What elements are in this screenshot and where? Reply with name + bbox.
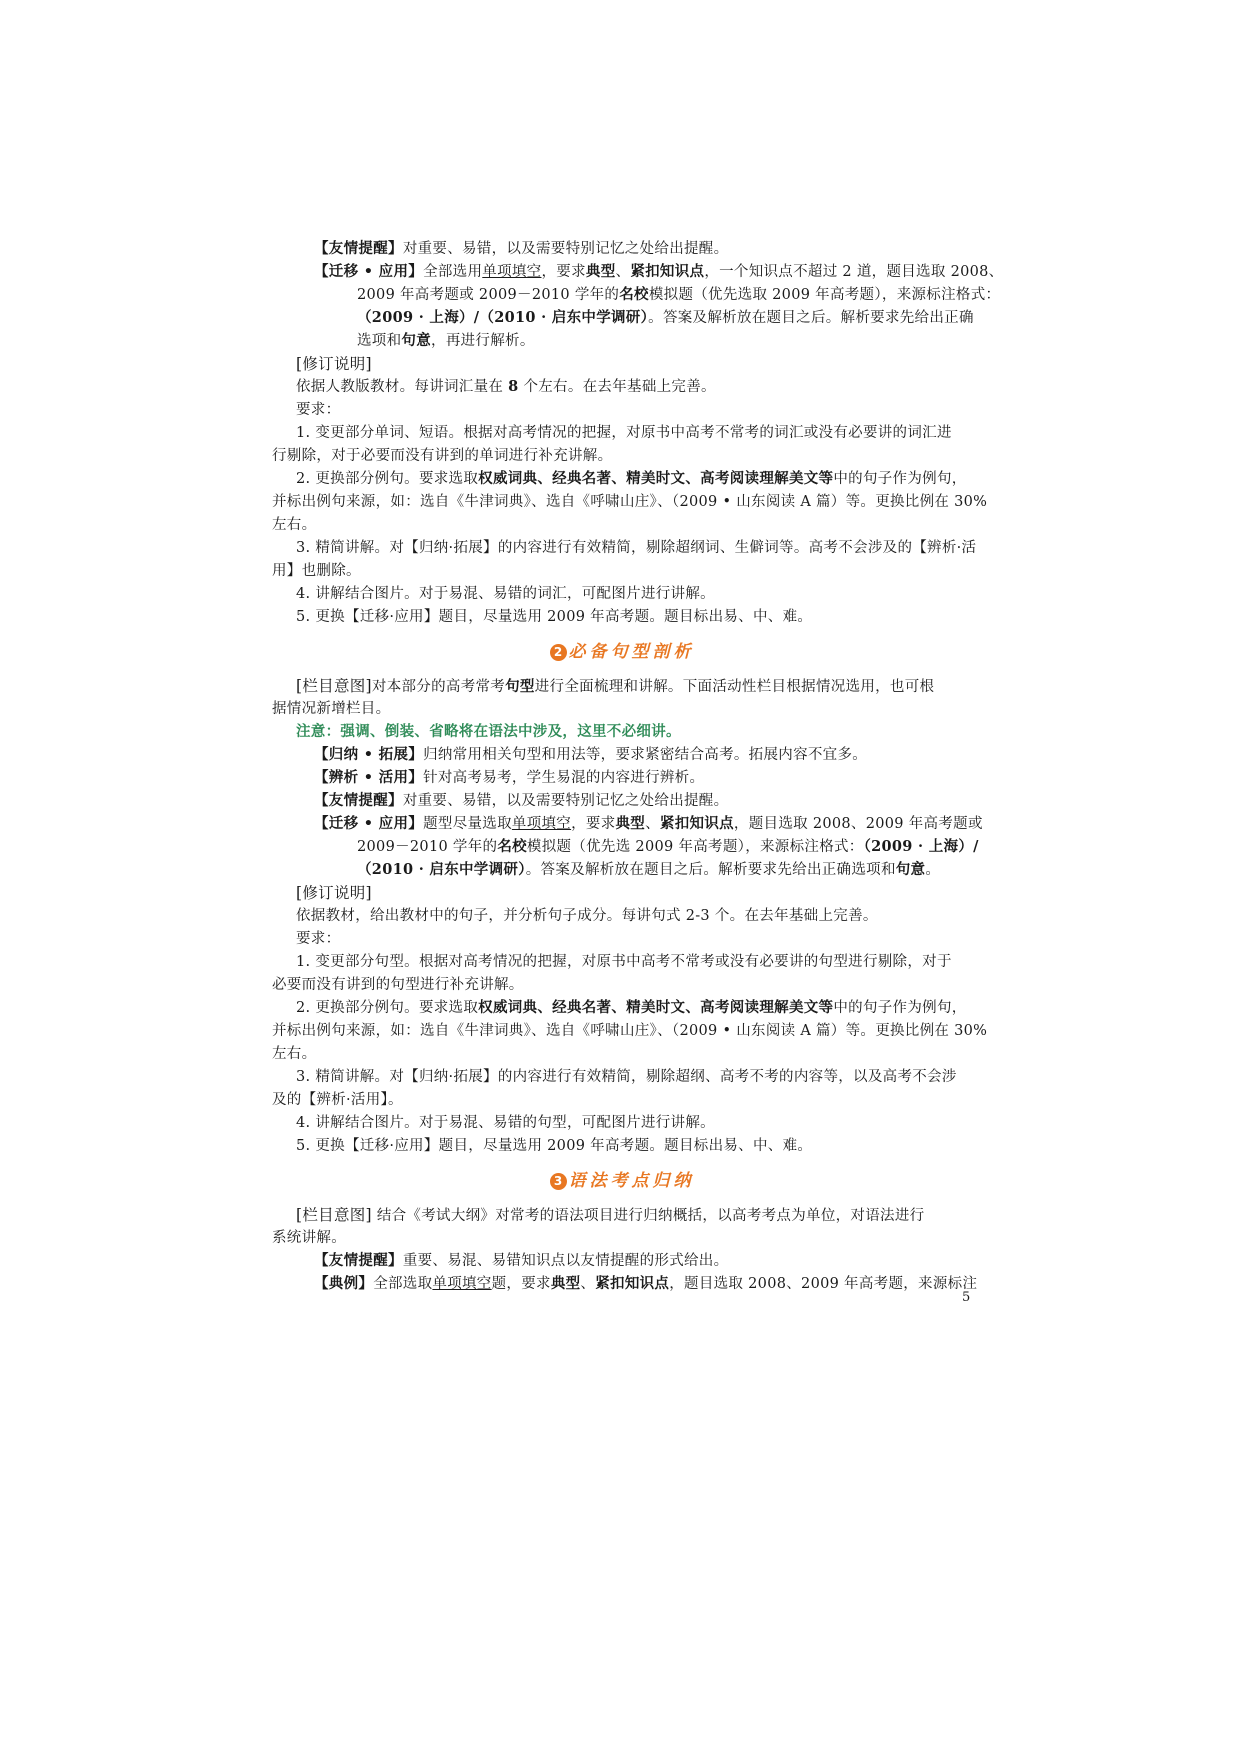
apply-line-2-2: 2009－2010 学年的名校模拟题（优先选 2009 年高考题），来源标注格式：（2009 · 上海）/: [357, 838, 979, 855]
apply-line-2-1: 【迁移 • 应用】题型尽量选取单项填空，要求典型、紧扣知识点，题目选取 2008、2009 年高考题或: [314, 815, 983, 832]
requirements-label-2: 要求：: [296, 931, 341, 947]
req-3a: 3. 精简讲解。对【归纳·拓展】的内容进行有效精简，剔除超纲词、生僻词等。高考不会涉及的【辨析·活: [296, 540, 977, 556]
induction-line: 【归纳 • 拓展】归纳常用相关句型和用法等，要求紧密结合高考。拓展内容不宜多。: [314, 747, 868, 763]
req-3b: 用】也删除。: [272, 563, 361, 579]
req-2c: 左右。: [272, 517, 317, 533]
example-line: 【典例】全部选取单项填空题，要求典型、紧扣知识点，题目选取 2008、2009 年高考题，来源标注: [314, 1275, 978, 1292]
tip-line: 【友情提醒】对重要、易错，以及需要特别记忆之处给出提醒。: [314, 241, 729, 257]
apply-line-4: 选项和句意，再进行解析。: [357, 332, 535, 349]
req2-1a: 1. 变更部分句型。根据对高考情况的把握，对原书中高考不常考或没有必要讲的句型进行剔除，对于: [296, 954, 952, 970]
requirements-label: 要求：: [296, 402, 341, 418]
revision-intro-2: 依据教材，给出教材中的句子，并分析句子成分。每讲句式 2-3 个。在去年基础上完善。: [296, 908, 878, 924]
intent-line-2: 据情况新增栏目。: [272, 701, 391, 717]
tip-line-2: 【友情提醒】对重要、易错，以及需要特别记忆之处给出提醒。: [314, 793, 729, 809]
req2-5: 5. 更换【迁移·应用】题目，尽量选用 2009 年高考题。题目标出易、中、难。: [296, 1138, 813, 1154]
analysis-line: 【辨析 • 活用】针对高考易考，学生易混的内容进行辨析。: [314, 770, 705, 786]
note-line: 注意：强调、倒装、省略将在语法中涉及，这里不必细讲。: [296, 723, 681, 740]
apply-line-1: 【迁移 • 应用】全部选用单项填空，要求典型、紧扣知识点，一个知识点不超过 2 道，题目选取 2008、: [314, 263, 1004, 280]
req-4: 4. 讲解结合图片。对于易混、易错的词汇，可配图片进行讲解。: [296, 586, 715, 602]
intent-line-1: [栏目意图]对本部分的高考常考句型进行全面梳理和讲解。下面活动性栏目根据情况选用，也可根: [296, 677, 935, 695]
req2-2b: 并标出例句来源，如：选自《牛津词典》、选自《呼啸山庄》、（2009 • 山东阅读 A 篇）等。更换比例在 30%: [272, 1023, 988, 1039]
apply-line-2: 2009 年高考题或 2009－2010 学年的名校模拟题（优先选取 2009 年高考题），来源标注格式：: [357, 286, 1001, 303]
req-1a: 1. 变更部分单词、短语。根据对高考情况的把握，对原书中高考不常考的词汇或没有必要讲的词汇进: [296, 425, 952, 441]
req2-2a: 2. 更换部分例句。要求选取权威词典、经典名著、精美时文、高考阅读理解美文等中的句子作为例句，: [296, 999, 967, 1016]
section-title-3: 3 语法考点归纳: [272, 1166, 972, 1191]
req2-3b: 及的【辨析·活用】。: [272, 1092, 403, 1108]
req2-1b: 必要而没有讲到的句型进行补充讲解。: [272, 977, 524, 993]
revision-intro: 依据人教版教材。每讲词汇量在 8 个左右。在去年基础上完善。: [296, 378, 716, 395]
apply-line-2-3: （2010 · 启东中学调研）。答案及解析放在题目之后。解析要求先给出正确选项和句意。: [357, 861, 941, 878]
req-1b: 行剔除，对于必要而没有讲到的单词进行补充讲解。: [272, 448, 613, 464]
section-title-2: 2 必备句型剖析: [272, 637, 972, 662]
req2-4: 4. 讲解结合图片。对于易混、易错的句型，可配图片进行讲解。: [296, 1115, 715, 1131]
req-5: 5. 更换【迁移·应用】题目，尽量选用 2009 年高考题。题目标出易、中、难。: [296, 609, 813, 625]
req-2a: 2. 更换部分例句。要求选取权威词典、经典名著、精美时文、高考阅读理解美文等中的句子作为例句，: [296, 470, 967, 487]
revision-heading: [修订说明]: [296, 355, 372, 373]
revision-heading-2: [修订说明]: [296, 884, 372, 902]
tip-line-3: 【友情提醒】重要、易混、易错知识点以友情提醒的形式给出。: [314, 1253, 729, 1269]
apply-line-3: （2009 · 上海）/（2010 · 启东中学调研）。答案及解析放在题目之后。解析要求先给出正确: [357, 309, 974, 326]
req2-2c: 左右。: [272, 1046, 317, 1062]
intent3-line-1: [栏目意图] 结合《考试大纲》对常考的语法项目进行归纳概括，以高考考点为单位，对语法进行: [296, 1206, 925, 1224]
page-number: 5: [962, 1290, 971, 1305]
req-2b: 并标出例句来源，如：选自《牛津词典》、选自《呼啸山庄》、（2009 • 山东阅读 A 篇）等。更换比例在 30%: [272, 494, 988, 510]
req2-3a: 3. 精简讲解。对【归纳·拓展】的内容进行有效精简，剔除超纲、高考不考的内容等，以及高考不会涉: [296, 1069, 957, 1085]
intent3-line-2: 系统讲解。: [272, 1230, 346, 1246]
